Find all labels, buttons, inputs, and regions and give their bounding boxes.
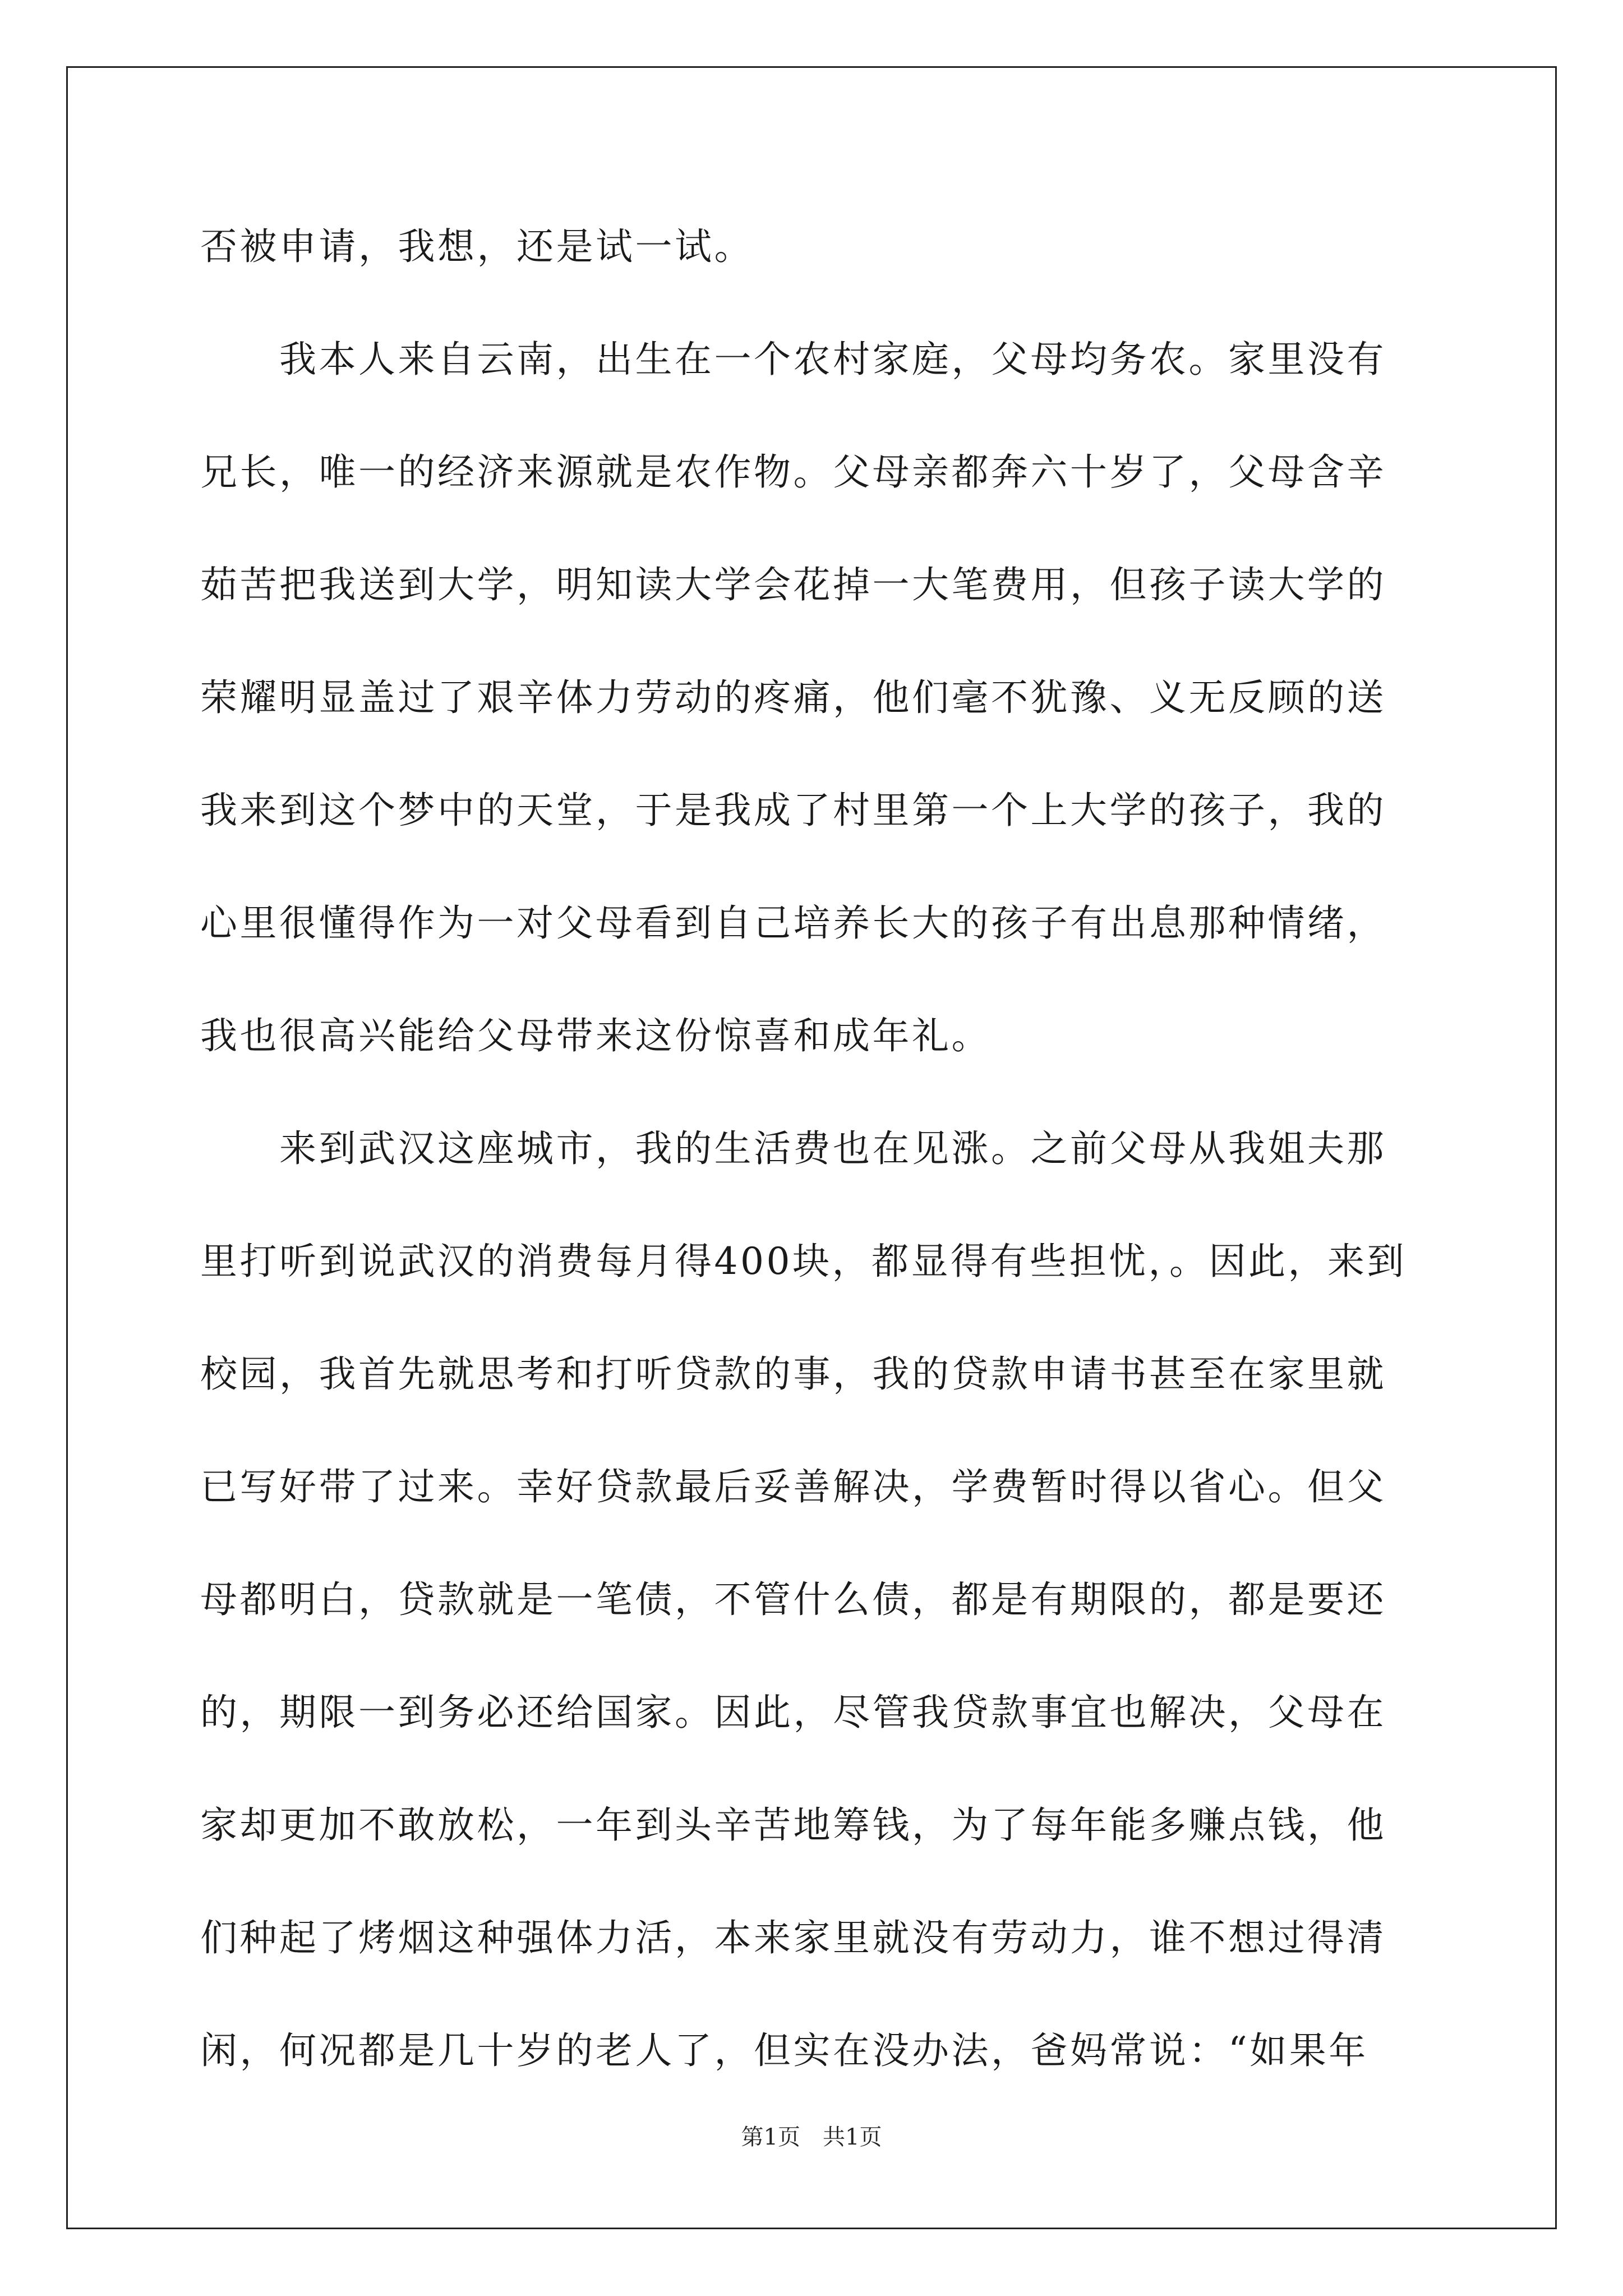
text-line: 里打听到说武汉的消费每月得400块，都显得有些担忧，。因此，来到 bbox=[200, 1240, 1407, 1283]
text-line: 我来到这个梦中的天堂，于是我成了村里第一个上大学的孩子，我的 bbox=[200, 789, 1386, 832]
text-line: 我本人来自云南，出生在一个农村家庭，父母均务农。家里没有 bbox=[200, 338, 1386, 381]
text-line: 的，期限一到务必还给国家。因此，尽管我贷款事宜也解决，父母在 bbox=[200, 1691, 1386, 1734]
page-footer: 第1页 共1页 bbox=[741, 2124, 882, 2150]
text-line: 母都明白，贷款就是一笔债，不管什么债，都是有期限的，都是要还 bbox=[200, 1578, 1386, 1621]
text-line: 茹苦把我送到大学，明知读大学会花掉一大笔费用，但孩子读大学的 bbox=[200, 563, 1386, 606]
text-line: 心里很懂得作为一对父母看到自己培养长大的孩子有出息那种情绪， bbox=[200, 901, 1386, 945]
text-line: 闲，何况都是几十岁的老人了，但实在没办法，爸妈常说：“如果年 bbox=[200, 2029, 1368, 2072]
text-line: 家却更加不敢放松，一年到头辛苦地筹钱，为了每年能多赚点钱，他 bbox=[200, 1803, 1386, 1847]
text-line: 荣耀明显盖过了艰辛体力劳动的疼痛，他们毫不犹豫、义无反顾的送 bbox=[200, 676, 1386, 719]
text-line: 我也很高兴能给父母带来这份惊喜和成年礼。 bbox=[200, 1014, 991, 1057]
text-line: 否被申请，我想，还是试一试。 bbox=[200, 225, 754, 268]
text-line: 已写好带了过来。幸好贷款最后妥善解决，学费暂时得以省心。但父 bbox=[200, 1465, 1386, 1508]
text-line: 校园，我首先就思考和打听贷款的事，我的贷款申请书甚至在家里就 bbox=[200, 1352, 1386, 1396]
text-line: 来到武汉这座城市，我的生活费也在见涨。之前父母从我姐夫那 bbox=[200, 1127, 1386, 1170]
text-line: 兄长，唯一的经济来源就是农作物。父母亲都奔六十岁了，父母含辛 bbox=[200, 450, 1386, 494]
text-line: 们种起了烤烟这种强体力活，本来家里就没有劳动力，谁不想过得清 bbox=[200, 1916, 1386, 1959]
